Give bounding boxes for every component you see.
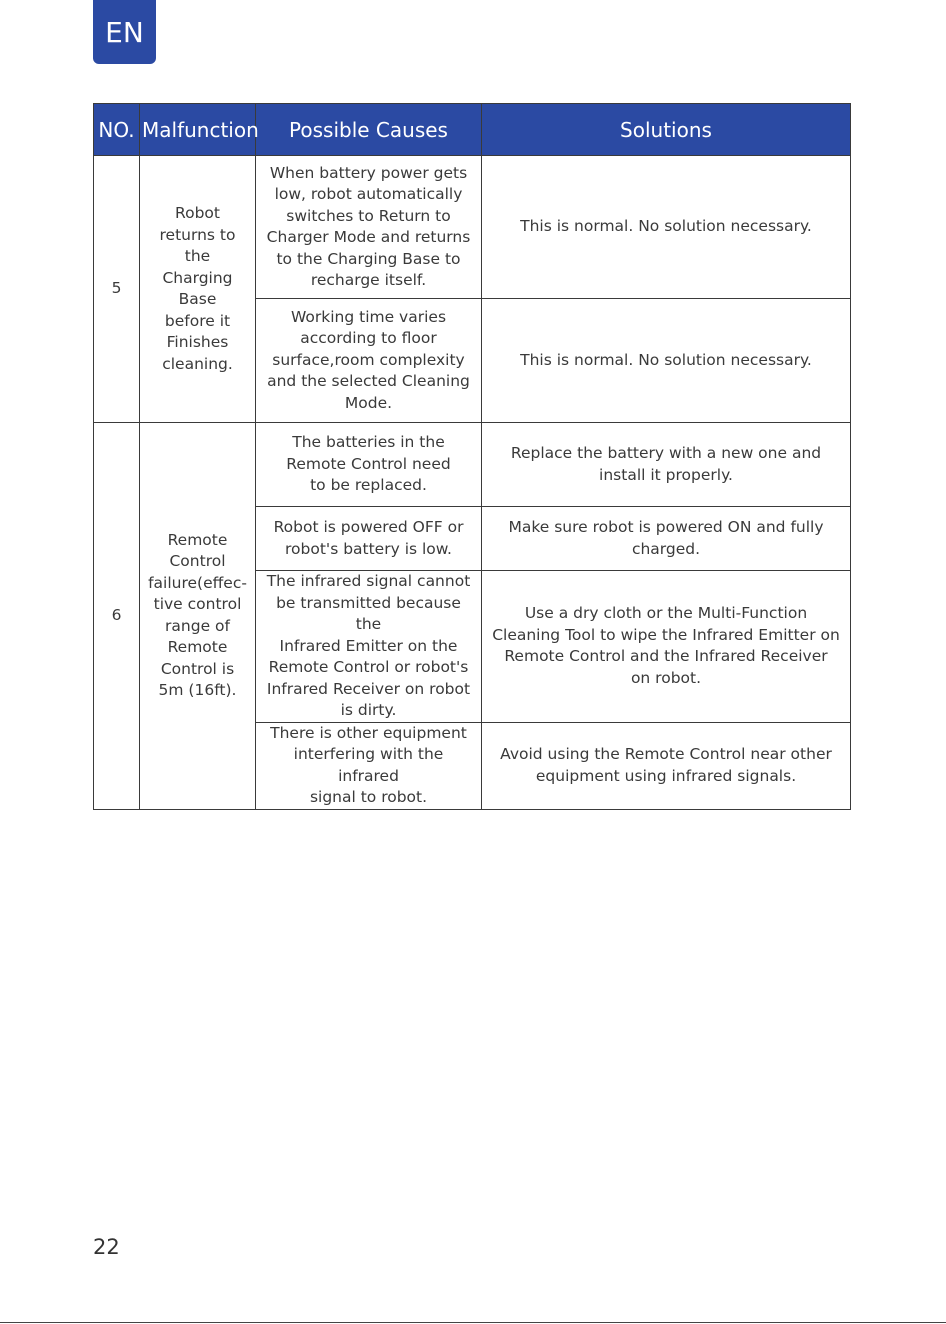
header-no: NO. [94,104,140,156]
header-possible-causes: Possible Causes [256,104,482,156]
header-malfunction: Malfunction [140,104,256,156]
bottom-divider [0,1322,946,1323]
malfunction-cell: Remote Control failure(effec- tive control range of Remote Control is 5m (16ft). [140,423,256,810]
troubleshooting-table [93,103,851,810]
cause-cell: The batteries in the Remote Control need to be replaced. [256,423,482,507]
malfunction-cell: Robot returns to the Charging Base before it Finishes cleaning. [140,156,256,423]
language-tab: EN [93,0,156,64]
cause-cell: The infrared signal cannot be transmitted because the Infrared Emitter on the Remote Control or robot's Infrared Receiver on robot is dirty. [256,571,482,723]
row-number: 6 [94,423,140,810]
solution-cell: This is normal. No solution necessary. [482,299,851,423]
cause-cell: There is other equipment interfering with the infrared signal to robot. [256,722,482,809]
cause-cell: When battery power gets low, robot automatically switches to Return to Charger Mode and returns to the Charging Base to recharge itself. [256,156,482,299]
cause-cell: Robot is powered OFF or robot's battery is low. [256,507,482,571]
solution-cell: Replace the battery with a new one and install it properly. [482,423,851,507]
header-row [94,104,851,156]
row-number: 5 [94,156,140,423]
solution-cell: Avoid using the Remote Control near other equipment using infrared signals. [482,722,851,809]
solution-cell: Use a dry cloth or the Multi-Function Cleaning Tool to wipe the Infrared Emitter on Remote Control and the Infrared Receiver on robot. [482,571,851,723]
table-row [94,423,851,507]
header-solutions: Solutions [482,104,851,156]
cause-cell: Working time varies according to floor surface,room complexity and the selected Cleaning Mode. [256,299,482,423]
page-number: 22 [93,1235,120,1259]
solution-cell: Make sure robot is powered ON and fully charged. [482,507,851,571]
solution-cell: This is normal. No solution necessary. [482,156,851,299]
table-row [94,156,851,299]
